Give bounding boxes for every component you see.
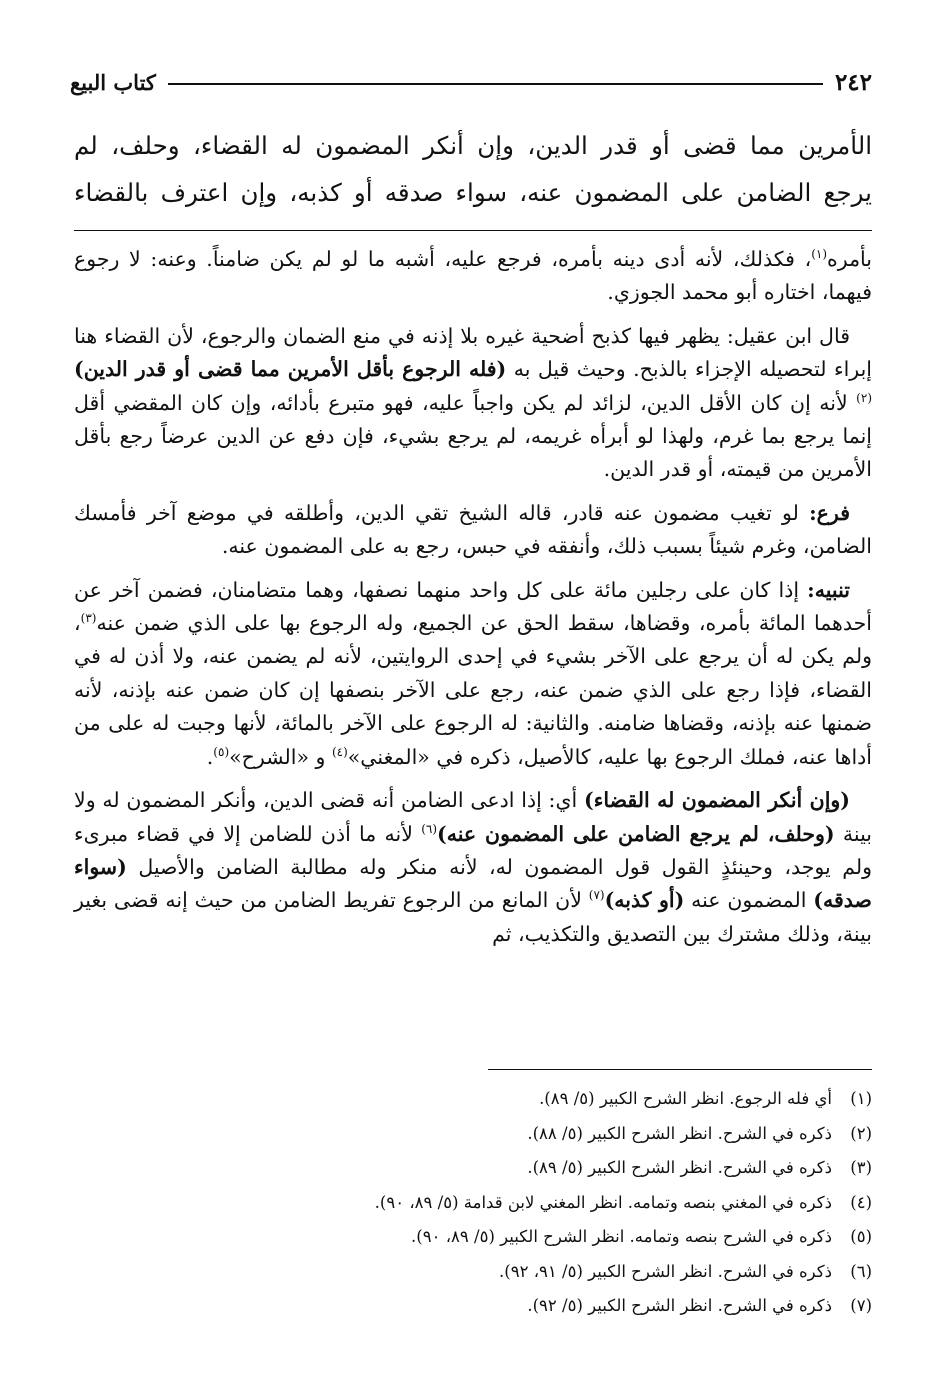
quoted-matn: (فله الرجوع بأقل الأمرين مما قضى أو قدر الدين) [74, 357, 507, 382]
commentary-paragraph [74, 574, 872, 774]
text-segment: قال ابن عقيل: يظهر فيها كذبح أضحية غيره بلا إذنه في منع الضمان والرجوع، لأن القضاء هنا إبراء لتحصيله الإجزاء بالذبح. وحيث قيل به [74, 323, 872, 382]
footnote-ref: (١) [811, 247, 828, 262]
book-title: كتاب البيع [70, 69, 156, 95]
text-segment: لأن المانع من الرجوع تفريط الضامن من حيث إنه قضى بغير بينة، وذلك مشترك بين التصديق والتكذيب، ثم [74, 888, 872, 946]
footnote-ref: (٢) [856, 390, 872, 405]
quoted-matn: (وحلف، لم يرجع الضامن على المضمون عنه) [437, 821, 835, 846]
text-segment: بأمره [827, 247, 872, 271]
footnote-text: أي فله الرجوع. انظر الشرح الكبير (٥/ ٨٩). [539, 1089, 832, 1108]
footnote-number: (٢) [850, 1123, 872, 1143]
section-label: فرع: [809, 500, 850, 525]
footnote-text: ذكره في الشرح. انظر الشرح الكبير (٥/ ٨٩). [527, 1158, 832, 1177]
main-text-line: الأمرين مما قضى أو قدر الدين، وإن أنكر المضمون له القضاء، وحلف، لم [74, 131, 872, 160]
quoted-matn: (أو كذبه) [604, 888, 685, 913]
text-segment: إذا كان على رجلين مائة على كل واحد منهما نصفها، وهما متضامنان، فضمن آخر عن أحدهما المائة بأمره، وقضاها، سقط الحق عن الجميع، وله الرجوع بها على الذي ضمن عنه [74, 577, 872, 636]
text-segment: ، ولم يكن له أن يرجع على الآخر بشيء في إحدى الروايتين، لأنه لم يضمن عنه، ولا أذن له في القضاء، فإذا رجع على الذي ضمن عنه، رجع على الآخر بنصفها إن كان ضمن عنه بإذنه، لأنه ضمنها عنه بإذنه، وقضاها ضامنه. والثانية: له الرجوع على الآخر بالمائة، لأنها وجبت له على من أداها عنه، فملك الرجوع بها عليه، كالأصيل، ذكره في «المغني» [74, 611, 872, 769]
footnote-text: ذكره في الشرح بنصه وتمامه. انظر الشرح الكبير (٥/ ٨٩، ٩٠). [411, 1227, 832, 1246]
main-text-line: يرجع الضامن على المضمون عنه، سواء صدقه أو كذبه، وإن اعترف بالقضاء [74, 178, 872, 207]
footnote-text: ذكره في الشرح. انظر الشرح الكبير (٥/ ٩١، ٩٢). [499, 1261, 832, 1281]
page-header [70, 62, 872, 102]
commentary-paragraph [74, 784, 872, 951]
main-text-separator [74, 230, 872, 231]
footnote-ref: (٥) [213, 744, 230, 759]
page-number: ٢٤٢ [834, 68, 872, 96]
commentary [74, 243, 872, 961]
text-segment: ، فكذلك، لأنه أدى دينه بأمره، فرجع عليه، أشبه ما لو لم يكن ضامناً. وعنه: لا رجوع فيهما، اختاره أبو محمد الجوزي. [74, 247, 872, 305]
text-segment: و «الشرح» [229, 744, 326, 769]
footnote-ref: (٧) [588, 888, 605, 903]
text-segment: لأنه ما أذن للضامن إلا في قضاء مبرىء ولم يوجد، وحينئذٍ القول قول المضمون له، لأنه منكر وله مطالبة الضامن والأصيل [74, 821, 872, 879]
footnote-ref: (٤) [331, 744, 348, 759]
header-rule [168, 83, 823, 85]
footnote [74, 1117, 872, 1152]
footnote-text: ذكره في الشرح. انظر الشرح الكبير (٥/ ٩٢). [527, 1296, 832, 1315]
footnote-number: (٦) [850, 1261, 872, 1281]
text-segment: لو تغيب مضمون عنه قادر، قاله الشيخ تقي الدين، وأطلقه في موضع آخر فأمسك الضامن، وغرم شيئاً بسبب ذلك، وأنفقه في حبس، رجع به على المضمون عنه. [74, 500, 872, 559]
section-label: تنبيه: [807, 577, 850, 602]
footnote [74, 1082, 872, 1117]
footnote-number: (٥) [850, 1227, 872, 1246]
footnote-ref: (٣) [80, 611, 97, 626]
quoted-matn: (وإن أنكر المضمون له القضاء) [584, 788, 850, 813]
footnote-text: ذكره في المغني بنصه وتمامه. انظر المغني لابن قدامة (٥/ ٨٩، ٩٠). [374, 1192, 832, 1212]
footnotes [74, 1082, 872, 1324]
commentary-paragraph [74, 320, 872, 487]
footnote [74, 1151, 872, 1186]
footnote [74, 1186, 872, 1221]
footnote [74, 1255, 872, 1290]
text-segment: . [206, 744, 214, 769]
footnote-separator [488, 1069, 872, 1070]
commentary-paragraph [74, 497, 872, 564]
footnote-number: (١) [850, 1089, 872, 1108]
text-segment: المضمون عنه [691, 888, 807, 913]
footnote [74, 1289, 872, 1324]
text-segment: أي: إذا ادعى الضامن أنه قضى الدين، وأنكر المضمون له ولا بينة [74, 788, 872, 846]
commentary-paragraph [74, 243, 872, 310]
footnote-number: (٧) [850, 1296, 872, 1315]
footnote-number: (٤) [850, 1192, 872, 1212]
footnote-number: (٣) [850, 1158, 872, 1177]
quoted-matn: (سواء صدقه) [74, 854, 872, 913]
main-text [74, 122, 872, 216]
footnote [74, 1220, 872, 1255]
text-segment: لأنه إن كان الأقل الدين، لزائد لم يكن واجباً عليه، فهو متبرع بأدائه، وإن كان المقضي أقل إنما يرجع بما غرم، ولهذا لو أبرأه غريمه، لم يرجع بشيء، فإن دفع عن الدين عرضاً رجع بأقل الأمرين من قيمته، أو قدر الدين. [74, 390, 872, 482]
footnote-ref: (٦) [421, 821, 438, 836]
footnote-text: ذكره في الشرح. انظر الشرح الكبير (٥/ ٨٨). [527, 1123, 832, 1143]
